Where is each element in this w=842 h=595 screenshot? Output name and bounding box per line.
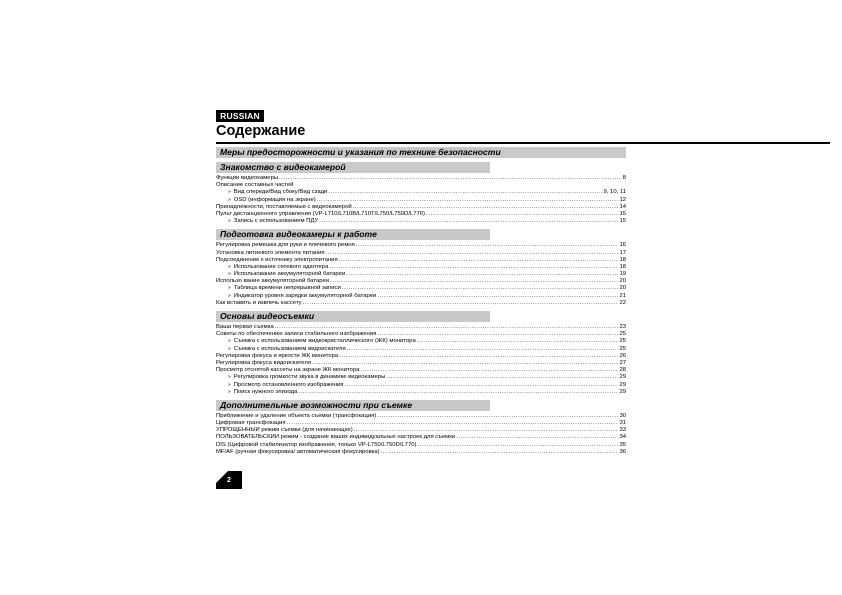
entry-label: Установка литиевого элемента питания <box>216 249 325 256</box>
bullet-icon: » <box>228 189 231 196</box>
bullet-icon: » <box>228 271 231 278</box>
entry-page: 26 <box>619 352 626 359</box>
entry-page: 25 <box>619 338 626 345</box>
toc-section <box>216 311 626 396</box>
entry-label: Использо вание аккумуляторной батареи <box>216 278 330 285</box>
entry-label: Индикатор уровня зарядки аккумуляторной батареи <box>233 292 377 299</box>
bullet-icon: » <box>228 196 231 203</box>
toc-entry <box>216 442 626 449</box>
bullet-icon: » <box>228 338 231 345</box>
section-header: Знакомство с видеокамерой <box>216 162 490 173</box>
leader-dots <box>339 257 619 264</box>
entry-page: 27 <box>619 359 626 366</box>
entry-page: 22 <box>619 299 626 306</box>
leader-dots <box>319 218 618 225</box>
leader-dots <box>377 413 618 420</box>
page-number: 2 <box>227 477 231 484</box>
entry-page: 18 <box>619 263 626 270</box>
leader-dots <box>339 353 618 360</box>
entry-page: 20 <box>619 278 626 285</box>
entry-label: Использование аккумуляторной батареи <box>233 271 346 278</box>
toc-entry <box>216 250 626 257</box>
entry-label: Приближение и удаление объекта съемки (трансфокация) <box>216 412 377 419</box>
toc-entry <box>216 353 626 360</box>
leader-dots <box>381 449 619 456</box>
entry-page: 19 <box>619 271 626 278</box>
leader-dots <box>330 278 618 285</box>
entry-page: 9, 10, 11 <box>603 189 626 196</box>
entry-page: 29 <box>619 388 626 395</box>
entry-label: Функции видеокамеры <box>216 175 279 181</box>
entry-page: 29 <box>619 381 626 388</box>
entry-label: Поиск нужного эпизода <box>233 388 298 395</box>
toc-subentry <box>216 389 626 396</box>
entry-page: 14 <box>619 203 626 210</box>
entry-page: 36 <box>619 448 626 455</box>
entry-label: Регулировка громкости звука в динамике видеокамеры <box>233 374 386 381</box>
entry-page: 30 <box>619 412 626 419</box>
toc-entry <box>216 413 626 420</box>
entry-label: Ваша первая съемка <box>216 324 274 330</box>
toc-entry <box>216 242 626 249</box>
leader-dots <box>346 271 618 278</box>
toc-section <box>216 147 626 158</box>
leader-dots <box>417 338 619 345</box>
bullet-icon: » <box>228 381 231 388</box>
leader-dots <box>275 324 619 331</box>
toc-subentry <box>216 197 626 204</box>
entry-label: Съемка с использованием видоискателя <box>233 345 346 352</box>
toc-entry <box>216 324 626 331</box>
entry-label: Как вставить и извлечь кассету <box>216 299 302 306</box>
leader-dots <box>354 427 619 434</box>
entry-label: Принадлежности, поставляемые с видеокамерой <box>216 203 352 210</box>
entry-label: Регулировка ремешка для руки и плечевого ремня <box>216 242 355 249</box>
toc-section <box>216 400 626 456</box>
leader-dots <box>456 434 618 441</box>
bullet-icon: » <box>228 292 231 299</box>
leader-dots <box>347 346 619 353</box>
toc-entry <box>216 360 626 367</box>
section-header: Основы видеосъемки <box>216 311 490 322</box>
toc-entry <box>216 257 626 264</box>
section-header: Меры предосторожности и указания по технике безопасности <box>216 147 626 158</box>
entry-page: 15 <box>619 218 626 225</box>
leader-dots <box>356 242 619 249</box>
bullet-icon: » <box>228 374 231 381</box>
entry-label: Съемка с использованием жидкокристаллического (ЖК) монитора <box>233 338 416 345</box>
toc-entry <box>216 420 626 427</box>
toc-subentry <box>216 271 626 278</box>
leader-dots <box>287 420 619 427</box>
entry-page: 33 <box>619 427 626 434</box>
toc-entry <box>216 367 626 374</box>
entry-label: Регулировка фокуса видоискателя <box>216 359 312 366</box>
bullet-icon: » <box>228 263 231 270</box>
page-number-marker <box>216 471 242 489</box>
entry-label: УПРОЩЕННЫЙ режим съемки (для начинающих) <box>216 427 353 434</box>
leader-dots <box>360 367 618 374</box>
entry-label: Советы по обеспечению записи стабильного изображения <box>216 331 377 338</box>
entry-page: 20 <box>619 285 626 292</box>
leader-dots <box>417 442 618 449</box>
leader-dots <box>386 374 618 381</box>
entry-page: 34 <box>619 434 626 441</box>
entry-label: DIS (Цифровой стабилизатор изображения, только VP-L750/L750D/L770) <box>216 441 417 448</box>
toc-subentry <box>216 374 626 381</box>
leader-dots <box>344 382 618 389</box>
leader-dots <box>353 204 619 211</box>
toc-subentry <box>216 346 626 353</box>
leader-dots <box>426 211 618 218</box>
entry-page: 25 <box>619 345 626 352</box>
toc-entry <box>216 204 626 211</box>
entry-label: Просмотр остановленного изображения <box>233 381 344 388</box>
leader-dots <box>328 189 602 196</box>
toc-entry <box>216 211 626 218</box>
entry-label: Цифровая трансфокация <box>216 420 286 427</box>
table-of-contents <box>216 147 626 460</box>
toc-subentry <box>216 264 626 271</box>
entry-label: Таблица времени непрерывной записи <box>233 285 341 292</box>
toc-entry <box>216 331 626 338</box>
bullet-icon: » <box>228 285 231 292</box>
entry-label: ПОЛЬЗОВАТЕЛЬСКИЙ режим - создание ваших индивидуальных настроек для съемки <box>216 434 456 441</box>
leader-dots <box>377 331 618 338</box>
entry-label: Подсоединение к источнику электропитания <box>216 256 338 263</box>
leader-dots <box>298 389 618 396</box>
entry-page: 25 <box>619 331 626 338</box>
entry-page: 12 <box>619 196 626 203</box>
entry-label: OSD (информация на экране) <box>233 196 316 203</box>
entry-page: 18 <box>619 256 626 263</box>
entry-page: 31 <box>619 420 626 427</box>
leader-dots <box>342 285 619 292</box>
entry-page: 17 <box>619 249 626 256</box>
entry-page: 28 <box>619 367 626 374</box>
entry-page: 29 <box>619 374 626 381</box>
leader-dots <box>303 300 619 307</box>
toc-entry <box>216 182 626 189</box>
entry-label: MF/AF (ручная фокусировка/ автоматическая фокусировка) <box>216 448 380 455</box>
entry-page: 16 <box>619 242 626 249</box>
toc-entry <box>216 175 626 182</box>
entry-label: Регулировка фокуса и яркости ЖК монитора <box>216 352 339 359</box>
leader-dots <box>377 293 618 300</box>
toc-section <box>216 162 626 225</box>
section-header: Подготовка видеокамеры к работе <box>216 229 490 240</box>
section-header: Дополнительные возможности при съемке <box>216 400 490 411</box>
entry-label: Использование сетевого адаптера <box>233 263 329 270</box>
leader-dots <box>279 175 622 182</box>
entry-page: 35 <box>619 441 626 448</box>
leader-dots <box>317 197 619 204</box>
entry-page: 8 <box>622 175 626 181</box>
title-divider <box>216 142 830 144</box>
entry-label: Запись с использованием ПДУ <box>233 218 319 225</box>
entry-page: 15 <box>619 210 626 217</box>
leader-dots <box>312 360 618 367</box>
entry-label: Описание составных частей <box>216 182 294 189</box>
toc-entry <box>216 427 626 434</box>
bullet-icon: » <box>228 388 231 395</box>
toc-entry <box>216 278 626 285</box>
entry-page: 23 <box>619 324 626 330</box>
entry-label: Просмотр отснятой кассеты на экране ЖК монитора <box>216 367 360 374</box>
leader-dots <box>329 264 618 271</box>
toc-subentry <box>216 218 626 225</box>
toc-subentry <box>216 189 626 196</box>
toc-subentry <box>216 285 626 292</box>
toc-subentry <box>216 382 626 389</box>
entry-label: Вид спереди/Вид сбоку/Вид сзади <box>233 189 328 196</box>
bullet-icon: » <box>228 218 231 225</box>
language-badge: RUSSIAN <box>216 110 264 122</box>
bullet-icon: » <box>228 345 231 352</box>
leader-dots <box>326 250 619 257</box>
toc-subentry <box>216 293 626 300</box>
page-title: Содержание <box>216 123 306 139</box>
toc-entry <box>216 449 626 456</box>
entry-label: Пульт дистанционного управления (VP-L710/L710B/L710T/L750/L750D/L770) <box>216 210 426 217</box>
toc-entry <box>216 300 626 307</box>
entry-page: 21 <box>619 292 626 299</box>
toc-entry <box>216 434 626 441</box>
toc-subentry <box>216 338 626 345</box>
toc-section <box>216 229 626 307</box>
